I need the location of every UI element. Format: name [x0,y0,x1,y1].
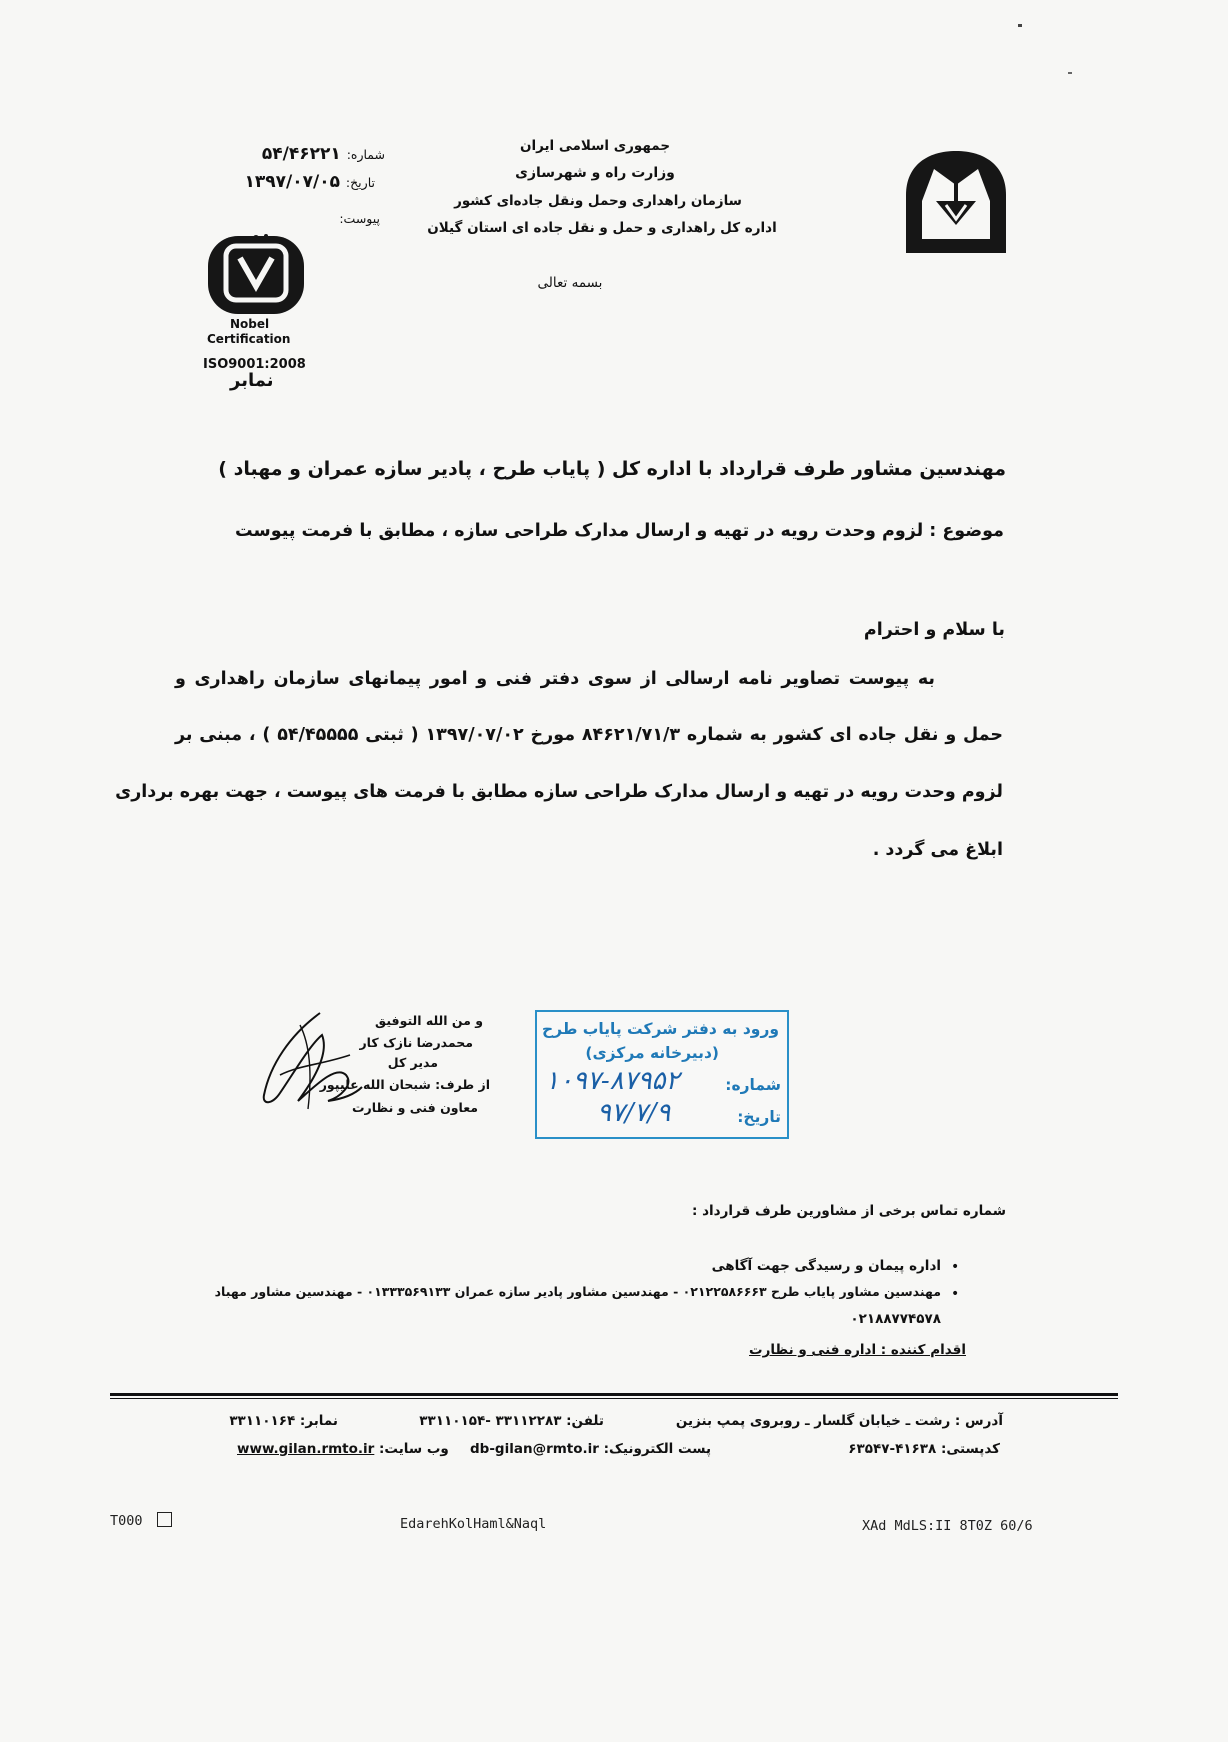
body-line-2: حمل و نقل جاده ای کشور به شماره ۸۴۶۲۱/۷۱/۳ مورخ ۱۳۹۷/۰۷/۰۲ ( ثبتی ۵۴/۴۵۵۵۵ ) ، مبنی بر [175,725,1003,745]
contacts-heading: شماره تماس برخی از مشاورین طرف قرارداد : [692,1203,1006,1219]
footer-address: آدرس : رشت ـ خیابان گلسار ـ روبروی پمپ بنزین [675,1413,1003,1429]
letter-addressee: مهندسین مشاور طرف قرارداد با اداره کل ( پایاب طرح ، پادیر سازه عمران و مهباد ) [218,458,1006,480]
fax-page-number: T000 [110,1513,143,1529]
header-country: جمهوری اسلامی ایران [519,138,671,154]
footer-website-label: وب سایت: [379,1441,449,1457]
footer-postal: کدپستی: ۴۱۶۳۸-۶۳۵۴۷ [848,1441,1000,1457]
fax-datetime: XAd MdLS:II 8T0Z 60/6 [862,1518,1033,1534]
stamp-number-value: ۱۰۹۷-۸۷۹۵۲ [545,1066,680,1096]
signature-line-4: از طرف: شبحان الله علیپور [319,1077,490,1092]
footer-email-value[interactable]: db-gilan@rmto.ir [470,1441,599,1457]
bullet-dot-1: • [951,1259,960,1275]
footer-email-label: پست الکترونیک: [603,1441,712,1457]
letter-date-value: ۱۳۹۷/۰۷/۰۵ [244,172,340,192]
stamp-date-value: ۹۷/۷/۹ [597,1098,671,1128]
action-by: اقدام کننده : اداره فنی و نظارت [749,1342,966,1358]
letter-number-label: شماره: [346,147,385,162]
header-ministry: وزارت راه و شهرسازی [515,165,675,181]
footer-fax: نمابر: ۳۳۱۱۰۱۶۴ [229,1413,338,1429]
contacts-bullet-2: مهندسین مشاور پایاب طرح ۰۲۱۲۲۵۸۶۶۶۳ - مهندسین مشاور پادیر سازه عمران ۰۱۳۳۳۵۶۹۱۳۳ - مهندسین مشاور مهباد [214,1284,941,1299]
letter-date-label: تاریخ: [345,175,375,190]
stamp-subtitle: (دبیرخانه مرکزی) [585,1044,719,1062]
footer-email[interactable] [470,1441,711,1457]
organization-logo [900,145,1012,257]
footer-website[interactable] [237,1441,449,1457]
footer-divider [110,1393,1118,1396]
fax-sender: EdarehKolHaml&Naql [400,1516,547,1532]
footer-phone: تلفن: ۳۳۱۱۲۲۸۳ -۳۳۱۱۰۱۵۴ [419,1413,604,1429]
footer-website-value[interactable]: www.gilan.rmto.ir [237,1441,375,1457]
letter-greeting: با سلام و احترام [863,620,1005,640]
stamp-date-label: تاریخ: [737,1108,781,1126]
stamp-number-label: شماره: [725,1076,781,1094]
letter-subject: موضوع : لزوم وحدت رویه در تهیه و ارسال مدارک طراحی سازه ، مطابق با فرمت پیوست [235,521,1004,541]
certification-logo [206,228,306,316]
header-basmala: بسمه تعالی [537,275,603,291]
signature-line-2: محمدرضا نازک کار [359,1035,473,1050]
contacts-bullet-1: اداره پیمان و رسیدگی جهت آگاهی [711,1258,941,1274]
stamp-title: ورود به دفتر شرکت پایاب طرح [542,1020,779,1038]
header-department: اداره کل راهداری و حمل و نقل جاده ای استان گیلان [427,220,777,236]
footer-divider-thin [110,1398,1118,1399]
fax-mark: نمابر [230,370,274,391]
fax-page-icon [157,1512,172,1527]
bullet-dot-2: • [951,1286,960,1302]
signature-line-3: مدیر کل [387,1055,438,1070]
body-line-3: لزوم وحدت رویه در تهیه و ارسال مدارک طراحی سازه مطابق با فرمت های پیوست ، جهت بهره برداری [115,782,1003,802]
signature-line-5: معاون فنی و نظارت [351,1100,478,1115]
signature-line-1: و من الله التوفیق [375,1013,483,1028]
body-line-4: ابلاغ می گردد . [872,840,1003,860]
letter-attachment-label: پیوست: [339,211,380,226]
cert-nobel: Nobel [230,317,270,331]
letter-date [195,172,375,192]
scan-speck [1018,24,1022,27]
body-line-1: به پیوست تصاویر نامه ارسالی از سوی دفتر فنی و امور پیمانهای سازمان راهداری و [175,669,935,689]
cert-iso: ISO9001:2008 [203,357,306,372]
signature-scribble [250,1005,370,1115]
letter-number-value: ۵۴/۴۶۲۲۱ [261,144,341,164]
letter-attachment [300,208,380,228]
letter-number [205,144,385,164]
contacts-bullet-2-cont: ۰۲۱۸۸۷۷۴۵۷۸ [850,1311,941,1327]
cert-certification: Certification [207,332,291,346]
header-organization: سازمان راهداری وحمل ونقل جاده‌ای کشور [454,193,742,209]
receipt-stamp [535,1010,789,1139]
scan-speck [1068,72,1072,74]
